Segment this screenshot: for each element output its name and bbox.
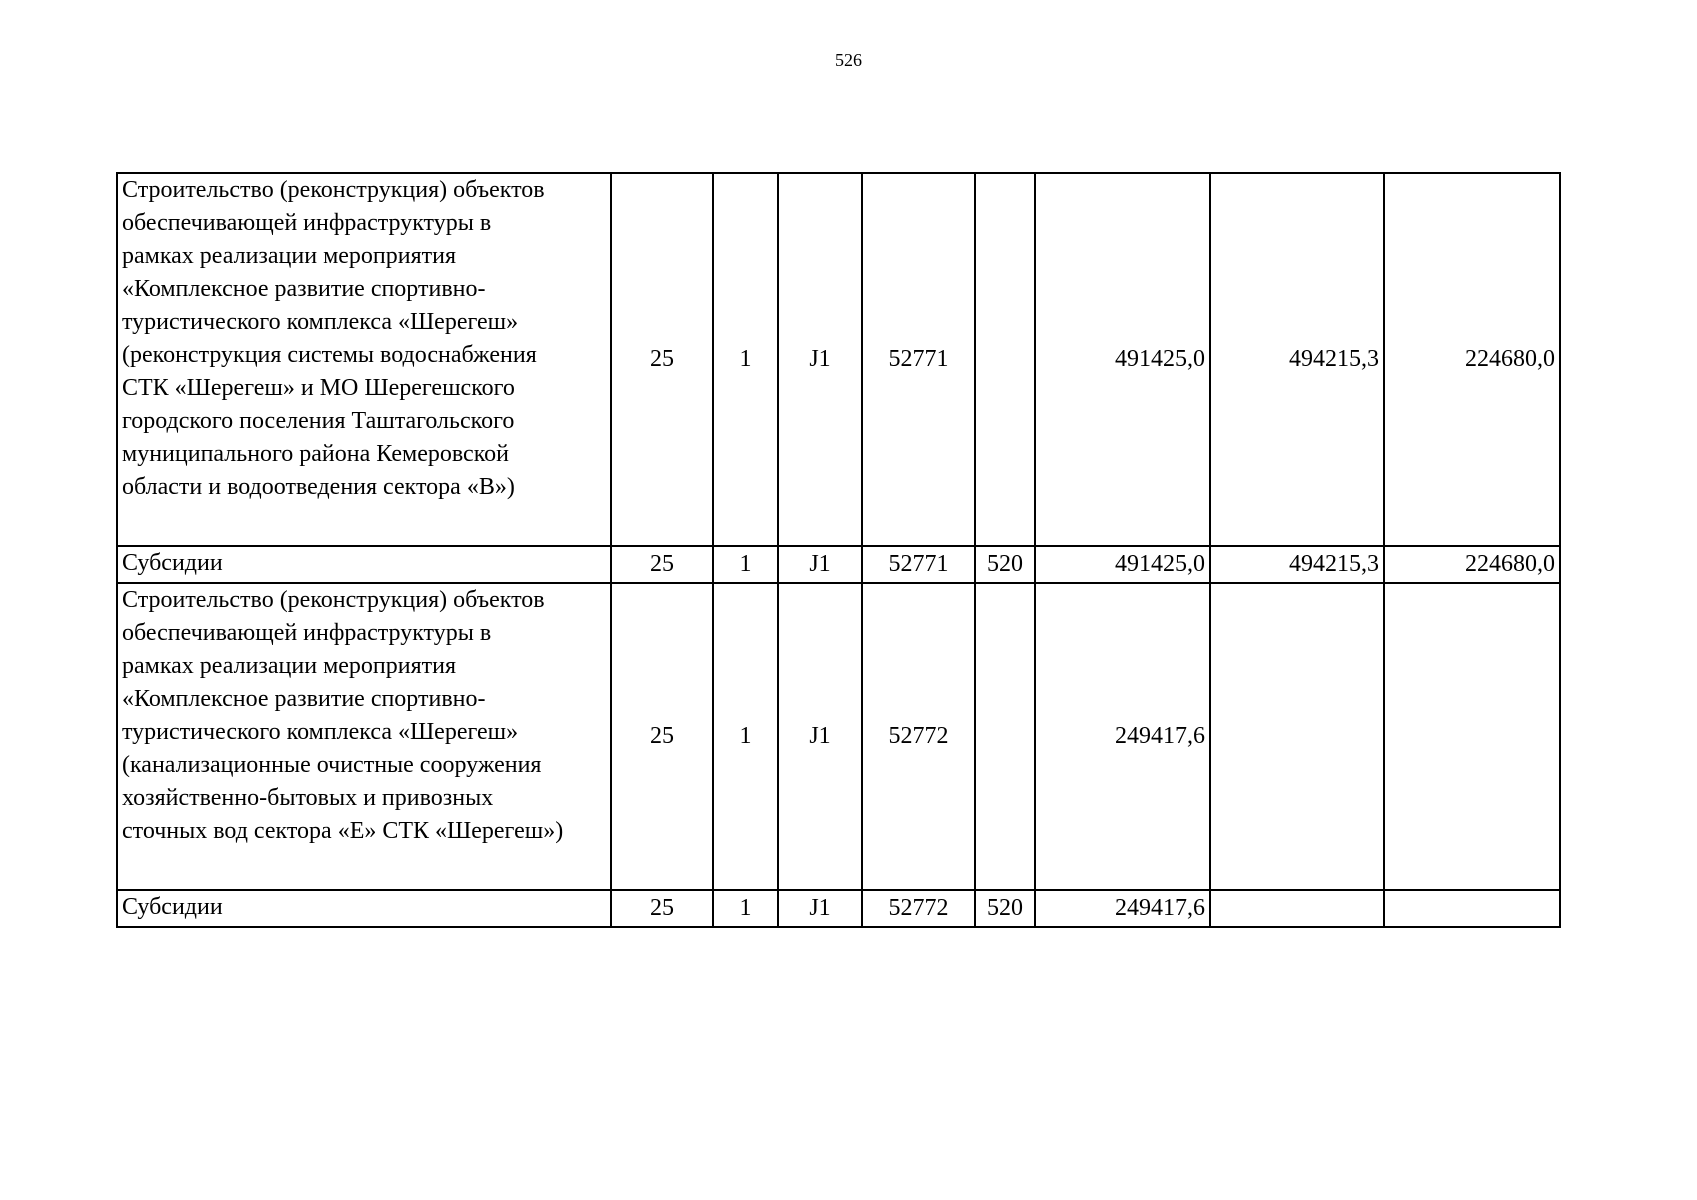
expense-type-code: 520: [975, 546, 1035, 583]
project-code: J1: [778, 583, 862, 890]
section-code: 25: [611, 173, 713, 546]
project-code: J1: [778, 173, 862, 546]
direction-code: 52771: [862, 173, 975, 546]
page-number: 526: [835, 50, 862, 70]
direction-code: 52772: [862, 583, 975, 890]
amount-year-3: [1384, 890, 1560, 927]
amount-year-1: 249417,6: [1035, 890, 1210, 927]
table-row: [117, 890, 1560, 927]
direction-code: 52772: [862, 890, 975, 927]
amount-year-3: 224680,0: [1384, 173, 1560, 546]
amount-year-1: 249417,6: [1035, 583, 1210, 890]
expense-type-code: 520: [975, 890, 1035, 927]
amount-year-1: 491425,0: [1035, 173, 1210, 546]
amount-year-2: [1210, 583, 1384, 890]
table-row: [117, 546, 1560, 583]
expense-type-code: [975, 583, 1035, 890]
subsection-code: 1: [713, 546, 778, 583]
section-code: 25: [611, 583, 713, 890]
direction-code: 52771: [862, 546, 975, 583]
subsection-code: 1: [713, 890, 778, 927]
section-code: 25: [611, 890, 713, 927]
row-description: Строительство (реконструкция) объектов обеспечивающей инфраструктуры в рамках реализации мероприятия «Комплексное развитие спортивно- туристического комплекса «Шерегеш» (канализационные очистные сооружения хозяйственно-бытовых и привозных сточных вод сектора «Е» СТК «Шерегеш»): [117, 583, 611, 890]
row-description: Субсидии: [117, 890, 611, 927]
expense-type-code: [975, 173, 1035, 546]
amount-year-2: 494215,3: [1210, 546, 1384, 583]
row-description: Субсидии: [117, 546, 611, 583]
amount-year-2: 494215,3: [1210, 173, 1384, 546]
subsection-code: 1: [713, 583, 778, 890]
subsection-code: 1: [713, 173, 778, 546]
row-description: Строительство (реконструкция) объектов обеспечивающей инфраструктуры в рамках реализации мероприятия «Комплексное развитие спортивно- туристического комплекса «Шерегеш» (реконструкция системы водоснабжения СТК «Шерегеш» и МО Шерегешского городского поселения Таштагольского муниципального района Кемеровской области и водоотведения сектора «В»): [117, 173, 611, 546]
table-row: [117, 173, 1560, 546]
project-code: J1: [778, 546, 862, 583]
table-row: [117, 583, 1560, 890]
amount-year-1: 491425,0: [1035, 546, 1210, 583]
amount-year-2: [1210, 890, 1384, 927]
budget-table: [116, 172, 1561, 928]
amount-year-3: [1384, 583, 1560, 890]
section-code: 25: [611, 546, 713, 583]
amount-year-3: 224680,0: [1384, 546, 1560, 583]
project-code: J1: [778, 890, 862, 927]
